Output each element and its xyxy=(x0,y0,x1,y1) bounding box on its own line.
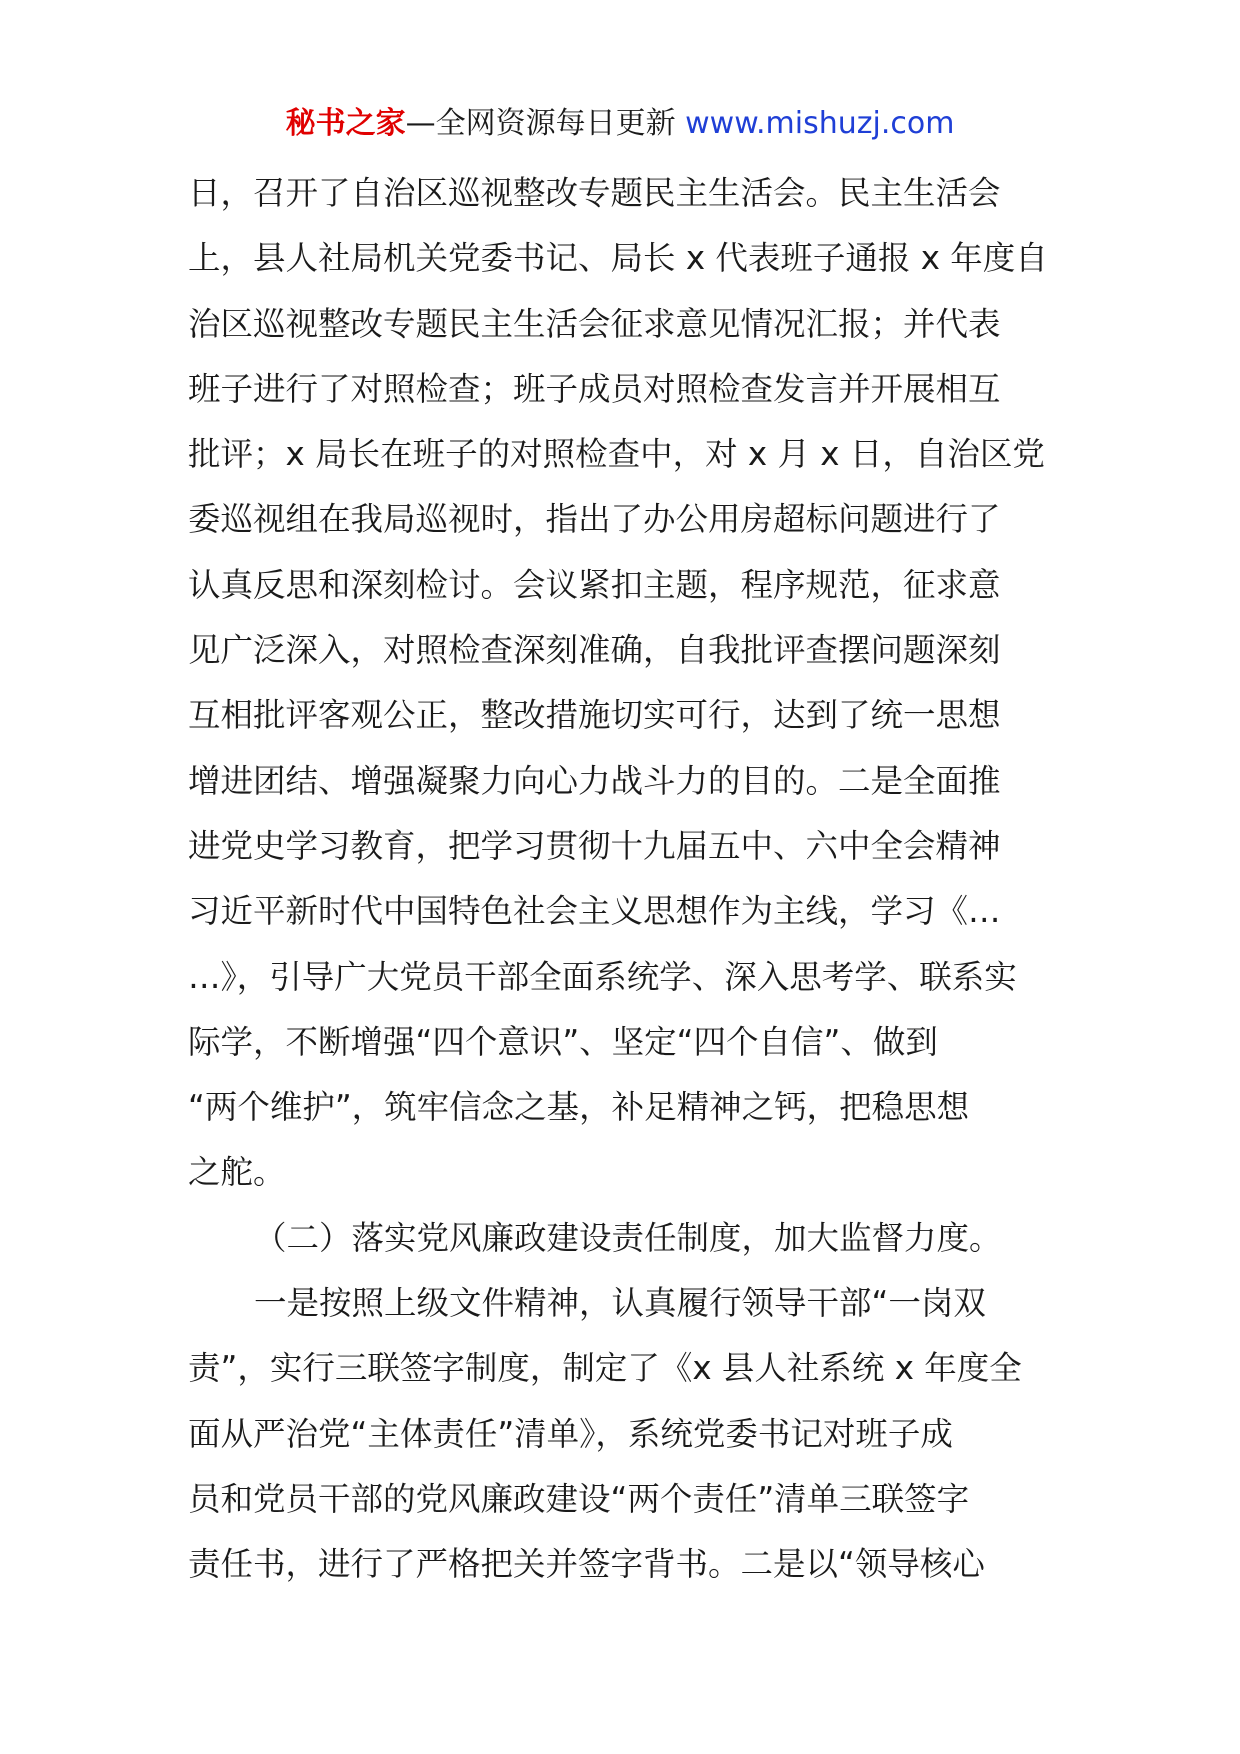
text-line: 见广泛深入，对照检查深刻准确，自我批评查摆问题深刻 xyxy=(188,631,1001,670)
text-line: …》，引导广大党员干部全面系统学、深入思考学、联系实 xyxy=(188,957,1017,996)
text-line: 班子进行了对照检查；班子成员对照检查发言并开展相互 xyxy=(188,369,1001,408)
text-line: 之舵。 xyxy=(188,1153,286,1192)
text-line: 日，召开了自治区巡视整改专题民主生活会。民主生活会 xyxy=(188,174,1001,212)
site-brand: 秘书之家 xyxy=(285,106,406,141)
document-body xyxy=(188,161,1063,1598)
text-line: 互相批评客观公正，整改措施切实可行，达到了统一思想 xyxy=(188,696,1001,735)
text-line: 进党史学习教育，把学习贯彻十九届五中、六中全会精神 xyxy=(188,826,1001,865)
text-line: 委巡视组在我局巡视时，指出了办公用房超标问题进行了 xyxy=(188,500,1001,539)
text-line: 面从严治党“主体责任”清单》，系统党委书记对班子成 xyxy=(188,1414,953,1453)
site-url-link[interactable]: www.mishuzj.com xyxy=(685,106,955,141)
text-line: 批评；x 局长在班子的对照检查中，对 x 月 x 日，自治区党 xyxy=(188,435,1045,474)
text-line: “两个维护”，筑牢信念之基，补足精神之钙，把稳思想 xyxy=(188,1088,970,1127)
text-line: 认真反思和深刻检讨。会议紧扣主题，程序规范，征求意 xyxy=(188,565,1001,604)
text-line: 增进团结、增强凝聚力向心力战斗力的目的。二是全面推 xyxy=(188,761,1001,800)
text-line: 责任书，进行了严格把关并签字背书。二是以“领导核心 xyxy=(188,1545,985,1584)
text-line: 责”，实行三联签字制度，制定了《x 县人社系统 x 年度全 xyxy=(188,1349,1022,1388)
text-line: 治区巡视整改专题民主生活会征求意见情况汇报；并代表 xyxy=(188,304,1001,343)
paragraph-first-line: 一是按照上级文件精神，认真履行领导干部“一岗双 xyxy=(254,1284,986,1323)
text-line: 员和党员干部的党风廉政建设“两个责任”清单三联签字 xyxy=(188,1479,970,1518)
text-line: 上，县人社局机关党委书记、局长 x 代表班子通报 x 年度自 xyxy=(188,239,1048,278)
text-line: 习近平新时代中国特色社会主义思想作为主线，学习《… xyxy=(188,892,1001,931)
text-line: 际学，不断增强“四个意识”、坚定“四个自信”、做到 xyxy=(188,1022,938,1061)
site-header xyxy=(0,102,1240,146)
site-tagline: —全网资源每日更新 xyxy=(405,106,686,141)
section-heading: （二）落实党风廉政建设责任制度，加大监督力度。 xyxy=(254,1218,1002,1257)
